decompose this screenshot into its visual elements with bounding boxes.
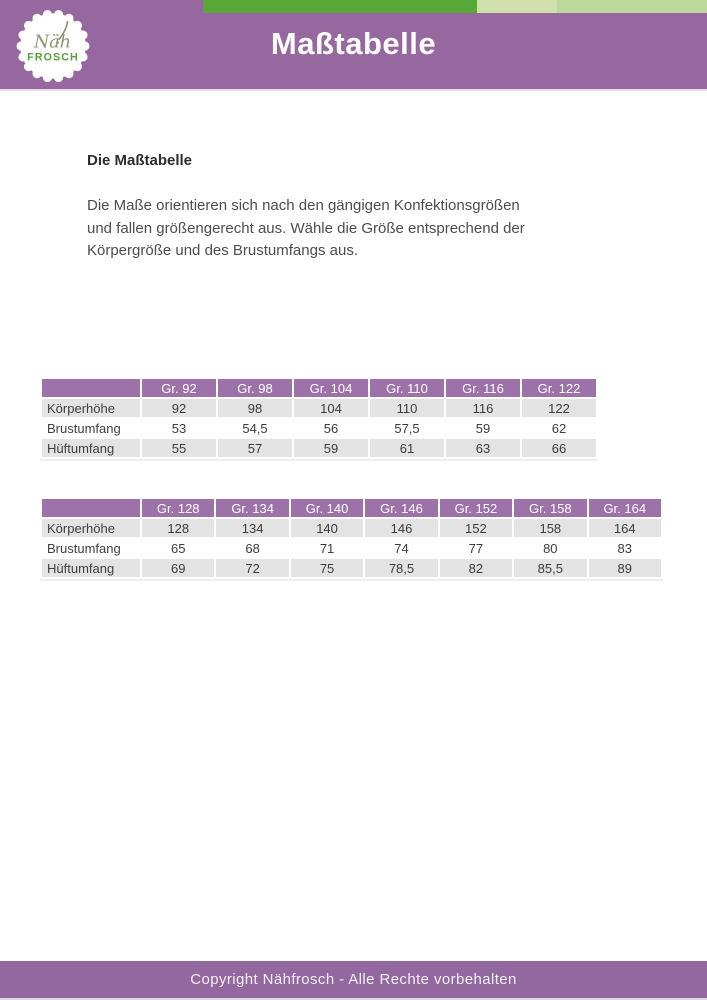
data-cell: 71 <box>291 539 363 557</box>
data-cell: 57,5 <box>370 419 444 437</box>
data-cell: 54,5 <box>218 419 292 437</box>
row-label: Hüftumfang <box>42 559 140 577</box>
data-cell: 110 <box>370 399 444 417</box>
data-cell: 55 <box>142 439 216 457</box>
data-cell: 122 <box>522 399 596 417</box>
table-row <box>42 419 596 437</box>
size-table-small-sizes <box>40 377 598 459</box>
logo-brand-text: FROSCH <box>27 51 79 64</box>
row-label: Körperhöhe <box>42 399 140 417</box>
paragraph-line: Körpergröße und des Brustumfangs aus. <box>87 242 358 259</box>
page-title: Maßtabelle <box>270 26 437 61</box>
column-header: Gr. 92 <box>142 379 216 397</box>
data-cell: 116 <box>446 399 520 417</box>
column-header <box>42 379 140 397</box>
data-cell: 66 <box>522 439 596 457</box>
data-cell: 85,5 <box>514 559 586 577</box>
column-header: Gr. 140 <box>291 499 363 517</box>
header-divider <box>0 89 707 91</box>
table-row <box>42 519 661 537</box>
data-cell: 53 <box>142 419 216 437</box>
data-cell: 146 <box>365 519 437 537</box>
data-cell: 98 <box>218 399 292 417</box>
data-cell: 59 <box>294 439 368 457</box>
data-cell: 134 <box>216 519 288 537</box>
row-label: Körperhöhe <box>42 519 140 537</box>
row-label: Hüftumfang <box>42 439 140 457</box>
copyright-text: Copyright Nähfrosch - Alle Rechte vorbehalten <box>190 971 517 988</box>
accent-bar-light-green <box>477 0 557 13</box>
page-header <box>0 0 707 89</box>
size-table <box>40 497 663 579</box>
data-cell: 128 <box>142 519 214 537</box>
data-cell: 69 <box>142 559 214 577</box>
column-header: Gr. 158 <box>514 499 586 517</box>
data-cell: 104 <box>294 399 368 417</box>
column-header: Gr. 110 <box>370 379 444 397</box>
data-cell: 62 <box>522 419 596 437</box>
table-row <box>42 539 661 557</box>
data-cell: 77 <box>440 539 512 557</box>
table-row <box>42 399 596 417</box>
table-row <box>42 559 661 577</box>
column-header: Gr. 146 <box>365 499 437 517</box>
data-cell: 65 <box>142 539 214 557</box>
row-label: Brustumfang <box>42 419 140 437</box>
page-footer <box>0 961 707 998</box>
size-table <box>40 377 598 459</box>
data-cell: 63 <box>446 439 520 457</box>
logo-script-text: Näh <box>34 32 71 53</box>
data-cell: 82 <box>440 559 512 577</box>
paragraph-line: Die Maße orientieren sich nach den gängigen Konfektionsgrößen <box>87 197 520 214</box>
data-cell: 89 <box>589 559 661 577</box>
size-table-large-sizes <box>40 497 663 579</box>
column-header <box>42 499 140 517</box>
data-cell: 164 <box>589 519 661 537</box>
data-cell: 75 <box>291 559 363 577</box>
data-cell: 74 <box>365 539 437 557</box>
section-heading: Die Maßtabelle <box>87 152 193 169</box>
accent-bar-pale-green <box>557 0 707 13</box>
column-header: Gr. 152 <box>440 499 512 517</box>
column-header: Gr. 164 <box>589 499 661 517</box>
row-label: Brustumfang <box>42 539 140 557</box>
data-cell: 140 <box>291 519 363 537</box>
data-cell: 80 <box>514 539 586 557</box>
column-header: Gr. 98 <box>218 379 292 397</box>
paragraph-line: und fallen größengerecht aus. Wähle die Größe entsprechend der <box>87 219 525 237</box>
column-header: Gr. 104 <box>294 379 368 397</box>
column-header: Gr. 134 <box>216 499 288 517</box>
data-cell: 56 <box>294 419 368 437</box>
data-cell: 61 <box>370 439 444 457</box>
data-cell: 83 <box>589 539 661 557</box>
data-cell: 92 <box>142 399 216 417</box>
data-cell: 59 <box>446 419 520 437</box>
table-row <box>42 439 596 457</box>
intro-paragraph <box>87 195 647 263</box>
data-cell: 78,5 <box>365 559 437 577</box>
column-header: Gr. 128 <box>142 499 214 517</box>
data-cell: 158 <box>514 519 586 537</box>
data-cell: 152 <box>440 519 512 537</box>
data-cell: 72 <box>216 559 288 577</box>
accent-bar-dark-green <box>203 0 477 13</box>
column-header: Gr. 122 <box>522 379 596 397</box>
column-header: Gr. 116 <box>446 379 520 397</box>
data-cell: 57 <box>218 439 292 457</box>
data-cell: 68 <box>216 539 288 557</box>
